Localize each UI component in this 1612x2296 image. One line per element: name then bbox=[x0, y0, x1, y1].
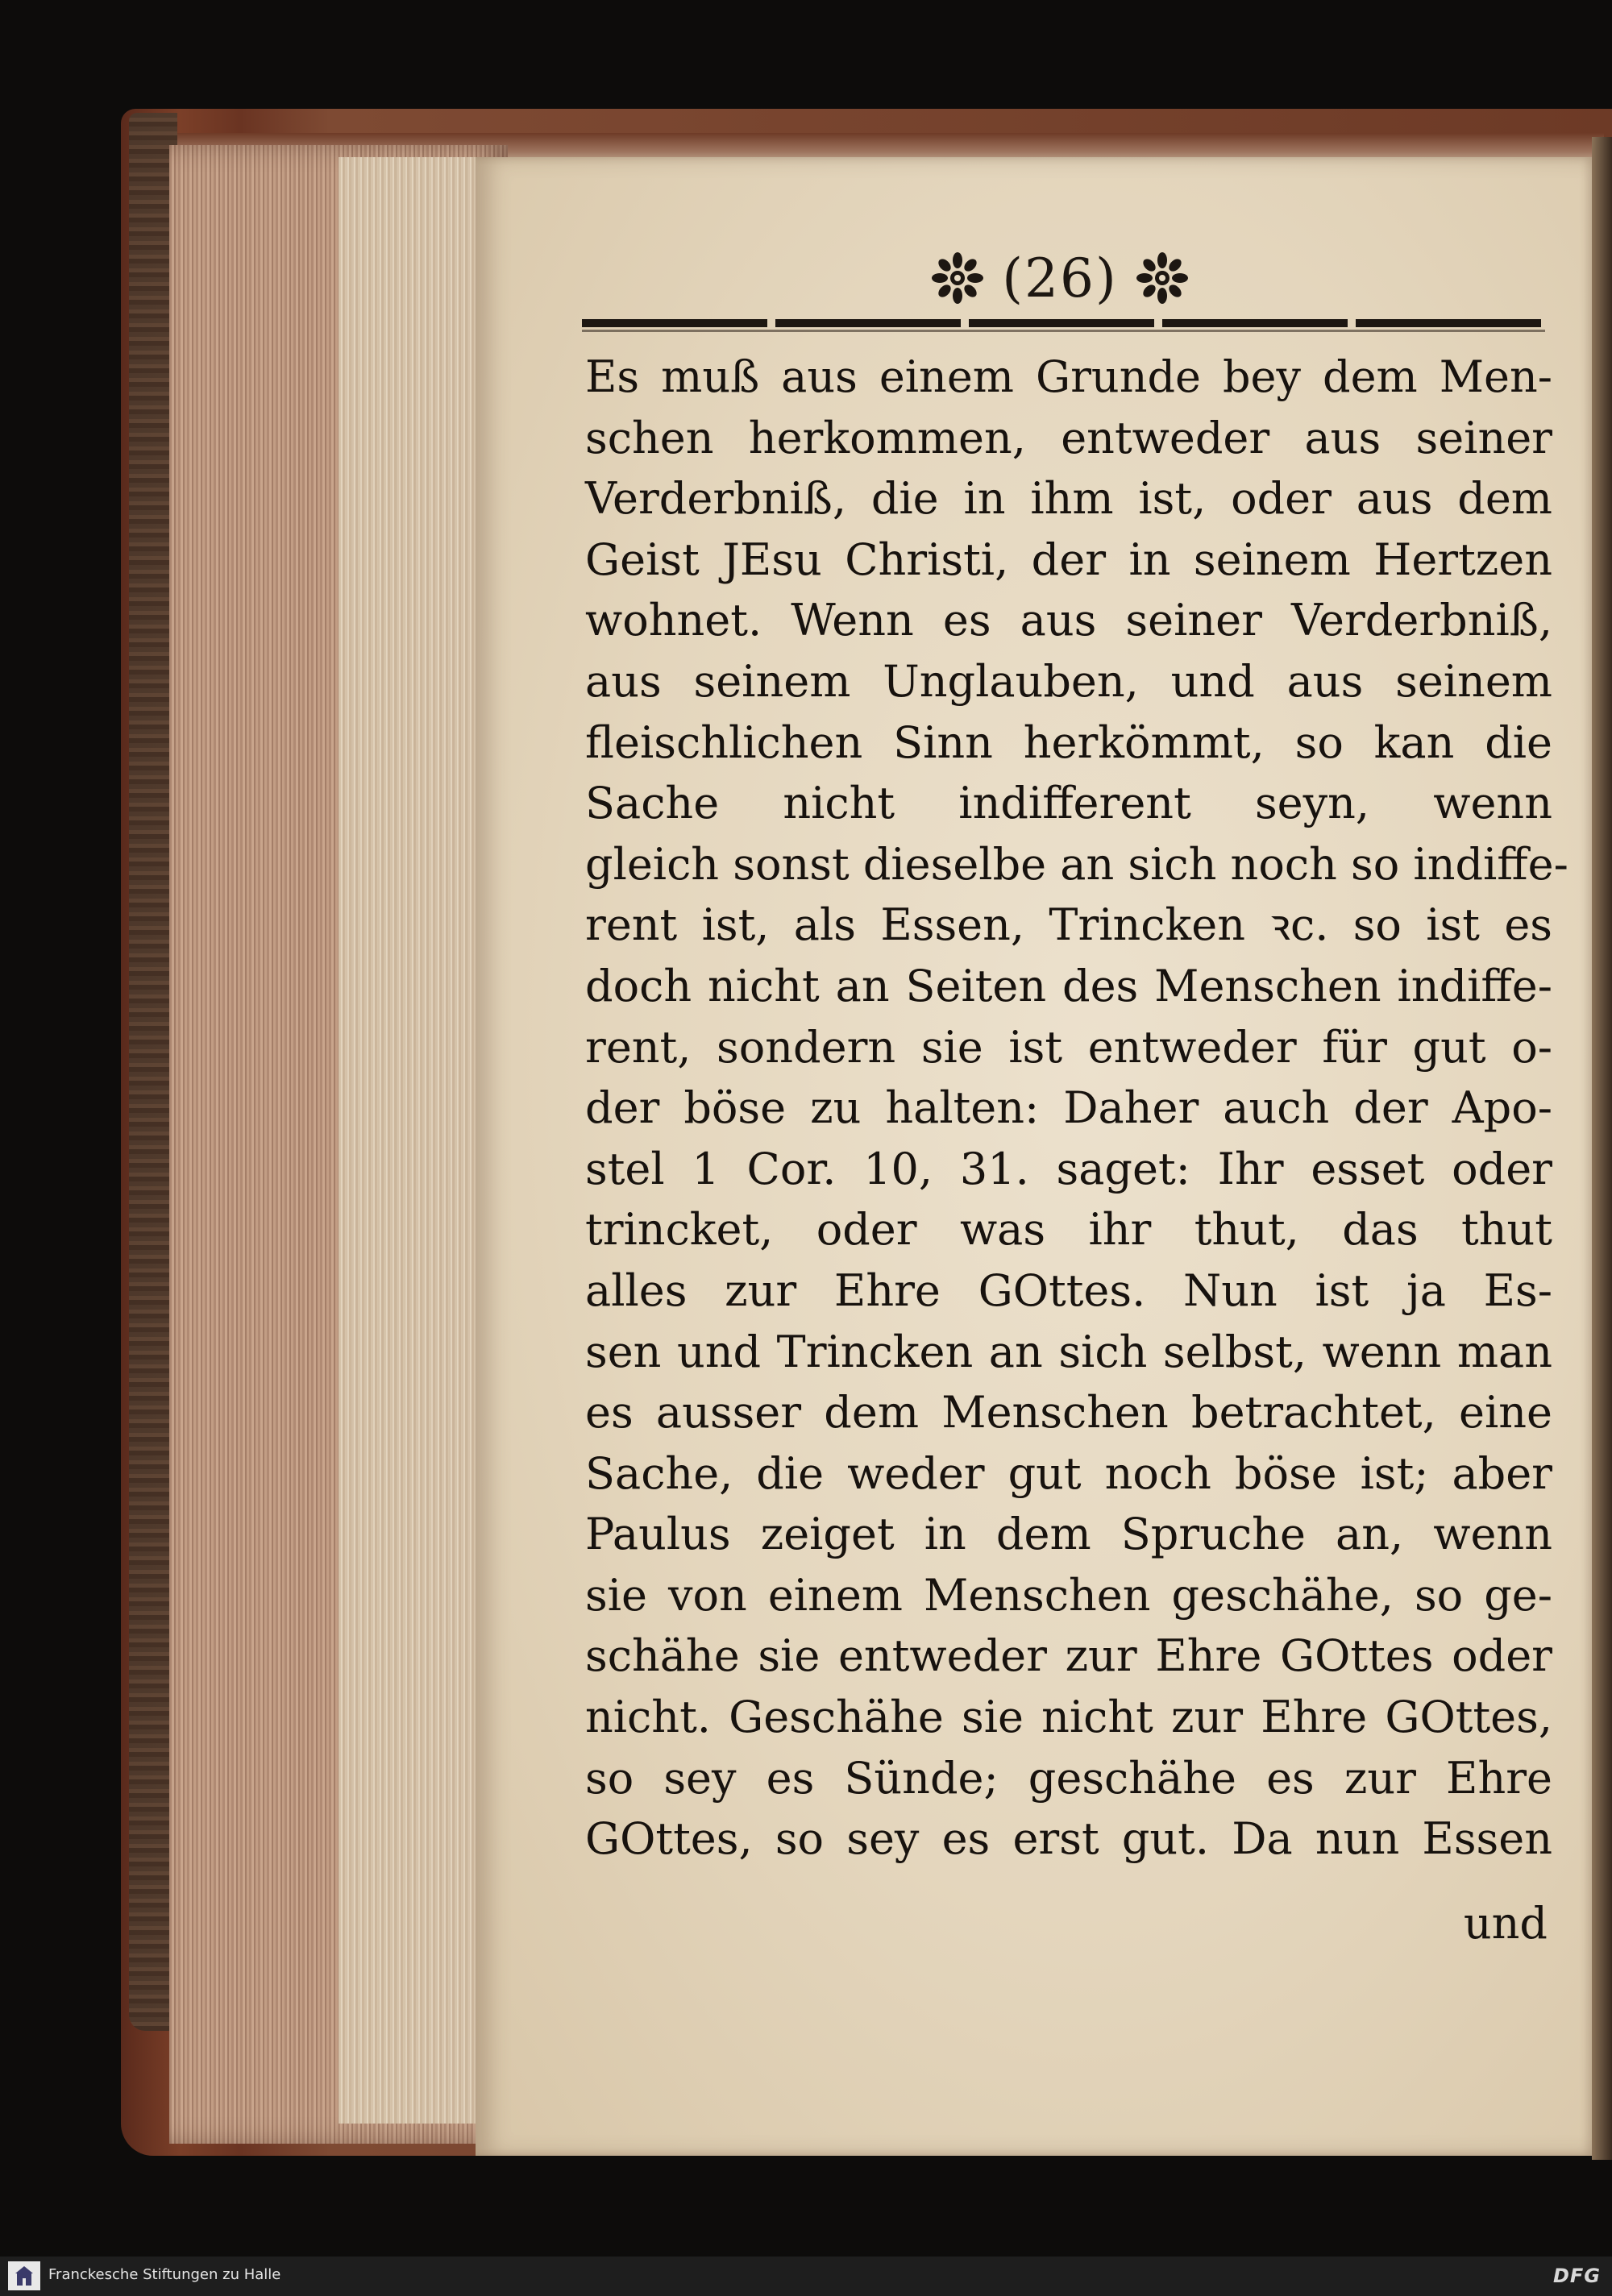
viewer-footer bbox=[0, 2257, 1612, 2296]
text-line: gleich sonst dieselbe an sich noch so indiffe- bbox=[585, 838, 1568, 890]
text-line: trincket, oder was ihr thut, das thut bbox=[585, 1204, 1552, 1256]
text-line: Sache nicht indifferent seyn, wenn bbox=[585, 778, 1552, 829]
text-line: stel 1 Cor. 10, 31. saget: Ihr esset oder bbox=[585, 1143, 1552, 1194]
text-line: schähe sie entweder zur Ehre GOttes oder bbox=[585, 1630, 1552, 1682]
text-line: alles zur Ehre GOttes. Nun ist ja Es- bbox=[585, 1264, 1552, 1316]
text-line: aus seinem Unglauben, und aus seinem bbox=[585, 655, 1552, 707]
dfg-logo[interactable]: DFG bbox=[1552, 2265, 1601, 2287]
page-number: (26) bbox=[1002, 247, 1118, 309]
page-header bbox=[891, 242, 1229, 314]
header-rule bbox=[582, 319, 1545, 327]
text-line: fleischlichen Sinn herkömmt, so kan die bbox=[585, 716, 1552, 768]
header-rule-thin bbox=[582, 330, 1545, 332]
text-line: schen herkommen, entweder aus seiner bbox=[585, 412, 1552, 463]
building-icon bbox=[15, 2265, 33, 2287]
text-line: rent, sondern sie ist entweder für gut o- bbox=[585, 1021, 1552, 1073]
right-cover-edge bbox=[1592, 137, 1612, 2160]
text-line: Paulus zeiget in dem Spruche an, wenn bbox=[585, 1509, 1552, 1560]
text-line: Geist JEsu Christi, der in seinem Hertzen bbox=[585, 534, 1552, 585]
text-line: sie von einem Menschen geschähe, so ge- bbox=[585, 1569, 1552, 1621]
text-line: es ausser dem Menschen betrachtet, eine bbox=[585, 1387, 1552, 1439]
text-line: wohnet. Wenn es aus seiner Verderbniß, bbox=[585, 595, 1552, 646]
catchword: und bbox=[1463, 1898, 1548, 1949]
text-line: der böse zu halten: Daher auch der Apo- bbox=[585, 1082, 1552, 1134]
text-line: Es muß aus einem Grunde bey dem Men- bbox=[585, 351, 1552, 402]
flower-ornament-icon bbox=[1136, 251, 1189, 305]
text-line: doch nicht an Seiten des Menschen indiffe- bbox=[585, 960, 1552, 1011]
institution-logo-icon[interactable] bbox=[8, 2261, 40, 2290]
institution-name[interactable]: Franckesche Stiftungen zu Halle bbox=[48, 2266, 281, 2283]
text-line: Verderbniß, die in ihm ist, oder aus dem bbox=[585, 473, 1552, 525]
text-line: GOttes, so sey es erst gut. Da nun Essen bbox=[585, 1813, 1552, 1865]
body-text bbox=[585, 347, 1568, 1870]
text-line: so sey es Sünde; geschähe es zur Ehre bbox=[585, 1752, 1552, 1804]
text-line: nicht. Geschähe sie nicht zur Ehre GOttes, bbox=[585, 1692, 1552, 1743]
text-line: sen und Trincken an sich selbst, wenn man bbox=[585, 1326, 1552, 1377]
text-line: Sache, die weder gut noch böse ist; aber bbox=[585, 1447, 1552, 1499]
page-stack-inner bbox=[339, 157, 484, 2124]
text-line: rent ist, als Essen, Trincken ꝛc. so ist es bbox=[585, 899, 1552, 951]
flower-ornament-icon bbox=[931, 251, 984, 305]
